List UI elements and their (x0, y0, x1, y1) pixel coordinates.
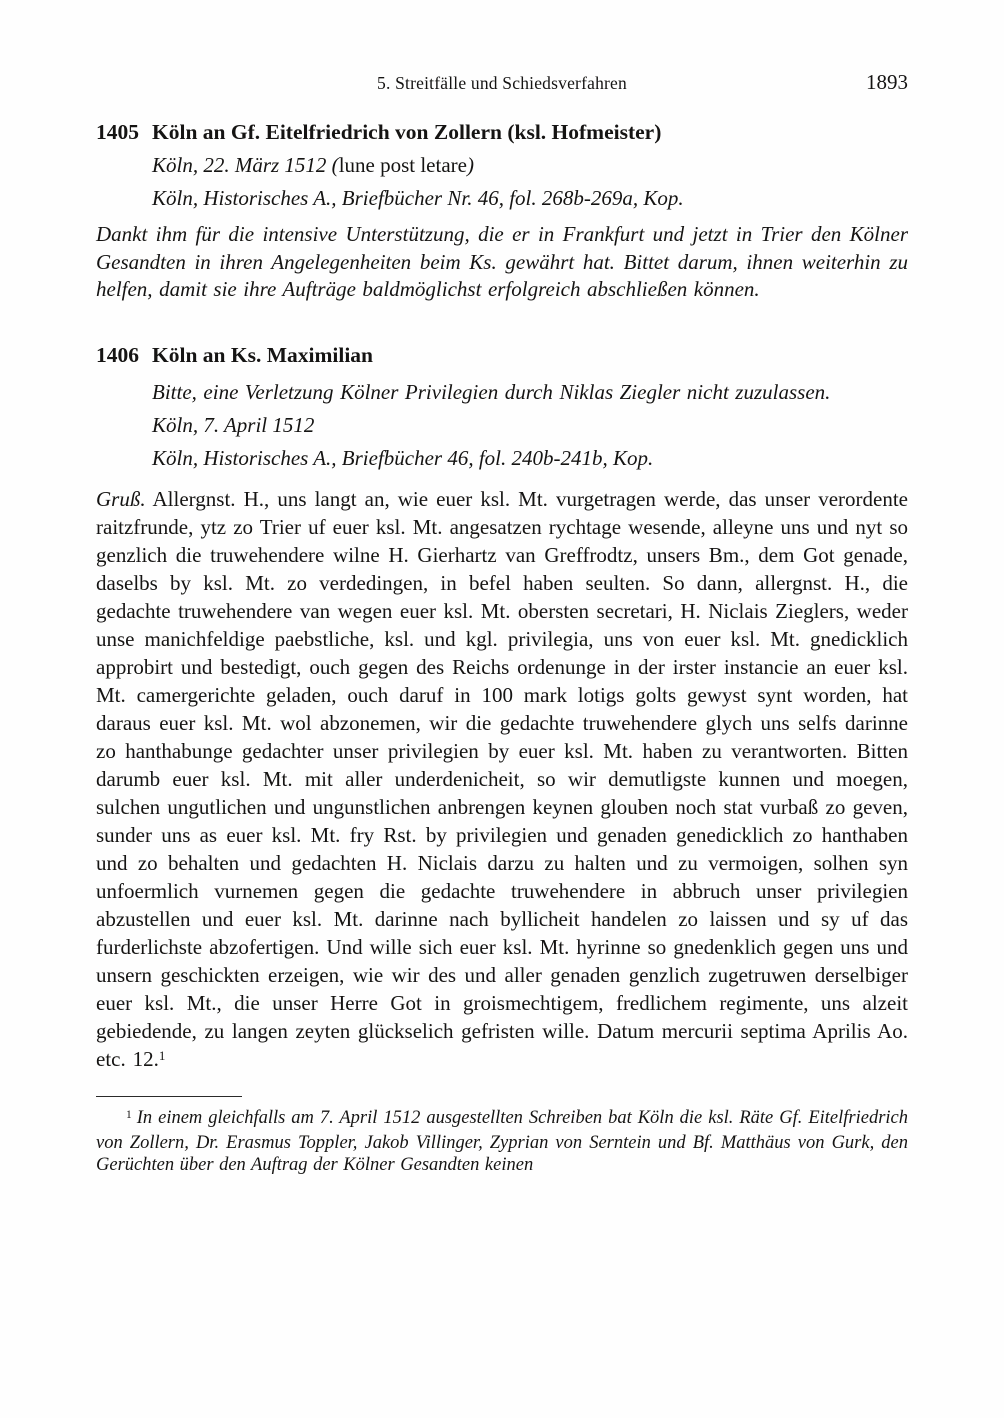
page-number: 1893 (866, 70, 908, 94)
entry-1406-source-line: Köln, Historisches A., Briefbücher 46, fol. 240b-241b, Kop. (152, 446, 654, 470)
entry-1406-heading (96, 342, 908, 369)
entry-1405-heading (96, 119, 908, 146)
page-header (96, 70, 908, 95)
entry-1405-number: 1405 (96, 120, 139, 144)
footnote-1-marker: 1 (126, 1108, 132, 1121)
entry-1405-source-line: Köln, Historisches A., Briefbücher Nr. 46, fol. 268b-269a, Kop. (152, 186, 684, 210)
running-head-title: 5. Streitfälle und Schiedsverfahren (377, 73, 627, 93)
entry-1405 (96, 119, 908, 304)
footnote-reference: 1 (158, 1048, 166, 1064)
footnote-separator-rule (96, 1096, 242, 1097)
entry-1406 (96, 342, 908, 1077)
entry-1406-body-lead: Gruß. (96, 487, 146, 511)
entry-1406-body (96, 485, 908, 1076)
entry-1406-summary: Bitte, eine Verletzung Kölner Privilegien durch Niklas Ziegler nicht zuzulassen. (152, 379, 831, 404)
entry-1405-date-close: ) (466, 153, 474, 177)
footnote-section (96, 1096, 908, 1177)
entry-1406-number: 1406 (96, 342, 139, 367)
footnote-1-text: In einem gleichfalls am 7. April 1512 ausgestellten Schreiben bat Köln die ksl. Räte Gf. Eitelfriedrich von Zollern, Dr. Erasmus Toppler, Jakob Villinger, Zyprian von Serntein und Bf. Matthäus von Gurk, den Gerüchten über den Auftrag der Kölner Gesandten keinen (96, 1108, 908, 1175)
entry-1405-date-formula: lune post letare (338, 153, 467, 177)
entry-1405-summary: Dankt ihm für die intensive Unterstützung, die er in Frankfurt und jetzt in Trier den Kölner Gesandten in ihren Angelegenheiten beim Ks. gewährt hat. Bittet darum, ihnen weiterhin zu helfen, damit sie ihre Aufträge baldmöglichst erfolgreich abschließen können. (96, 222, 908, 301)
entry-1406-body-main: Allergnst. H., uns langt an, wie euer ksl. Mt. vurgetragen werde, das unser verordente raitzfrunde, ytz zo Trier uf euer ksl. Mt. angesatzen rychtage wesende, alleyne uns und nyt so genzlich die truwehendere wilne H. Gierhartz van Greffrodtz, unsers Bm., dem Got genade, daselbs by ksl. Mt. zo verdedingen, in befel haben seulten. So dann, allergnst. H., die gedachte truwehendere van wegen euer ksl. Mt. obersten secretari, H. Niclais Zieglers, weder unse manichfeldige paebstliche, ksl. und kgl. privilegia, uns von euer ksl. Mt. gnedicklich approbirt und bestedigt, ouch gegen des Reichs ordenunge in der irster instancie an euer ksl. Mt. camergerichte geladen, ouch daruf in 100 mark lotigs golts gewyst synt worden, hat daraus euer ksl. Mt. wol abzonemen, wir die gedachte truwehendere glych uns selfs darinne zo hanthabunge gedachter unser privilegien by euer ksl. Mt. haben zu verantworten. Bitten darumb euer ksl. Mt. mit aller underdenicheit, so wir demutligste kunnen und moegen, sulchen ungutlichen und ungunstlichen anbrengen keynen glouben noch stat vurbaß zo geven, sunder uns as euer ksl. Mt. fry Rst. by privilegien und genaden genedicklich zo hanthaben und zo behalten und gedachten H. Niclais darzu zu halten und zu vermoigen, solhen syn unfoermlich vurnemen gegen die gedachte truwehendere in abbruch unser privilegien abzustellen und euer ksl. Mt. darinne nach byllicheit handelen zo laissen und sy uf das furderlichste abzofertigen. Und wille sich euer ksl. Mt. hyrinne so gnedenklich gegen uns und unsern geschickten erzeigen, wie wir des und aller genaden genzlich zugetruwen derselbiger euer ksl. Mt., die unser Herre Got in groismechtigem, fredlichem regimente, uns alzeit gebiedende, zu langen zeyten glückselich gefristen wille. Datum mercurii septima Aprilis Ao. etc. 12. (96, 487, 908, 1071)
entry-1405-date: Köln, 22. März 1512 ( (152, 153, 339, 177)
entry-1405-title: Köln an Gf. Eitelfriedrich von Zollern (ksl. Hofmeister) (152, 120, 662, 144)
entry-1406-date-line: Köln, 7. April 1512 (152, 413, 315, 437)
entry-1405-date-line (152, 152, 908, 179)
entry-1406-title: Köln an Ks. Maximilian (152, 342, 374, 367)
footnote-1 (96, 1107, 908, 1177)
